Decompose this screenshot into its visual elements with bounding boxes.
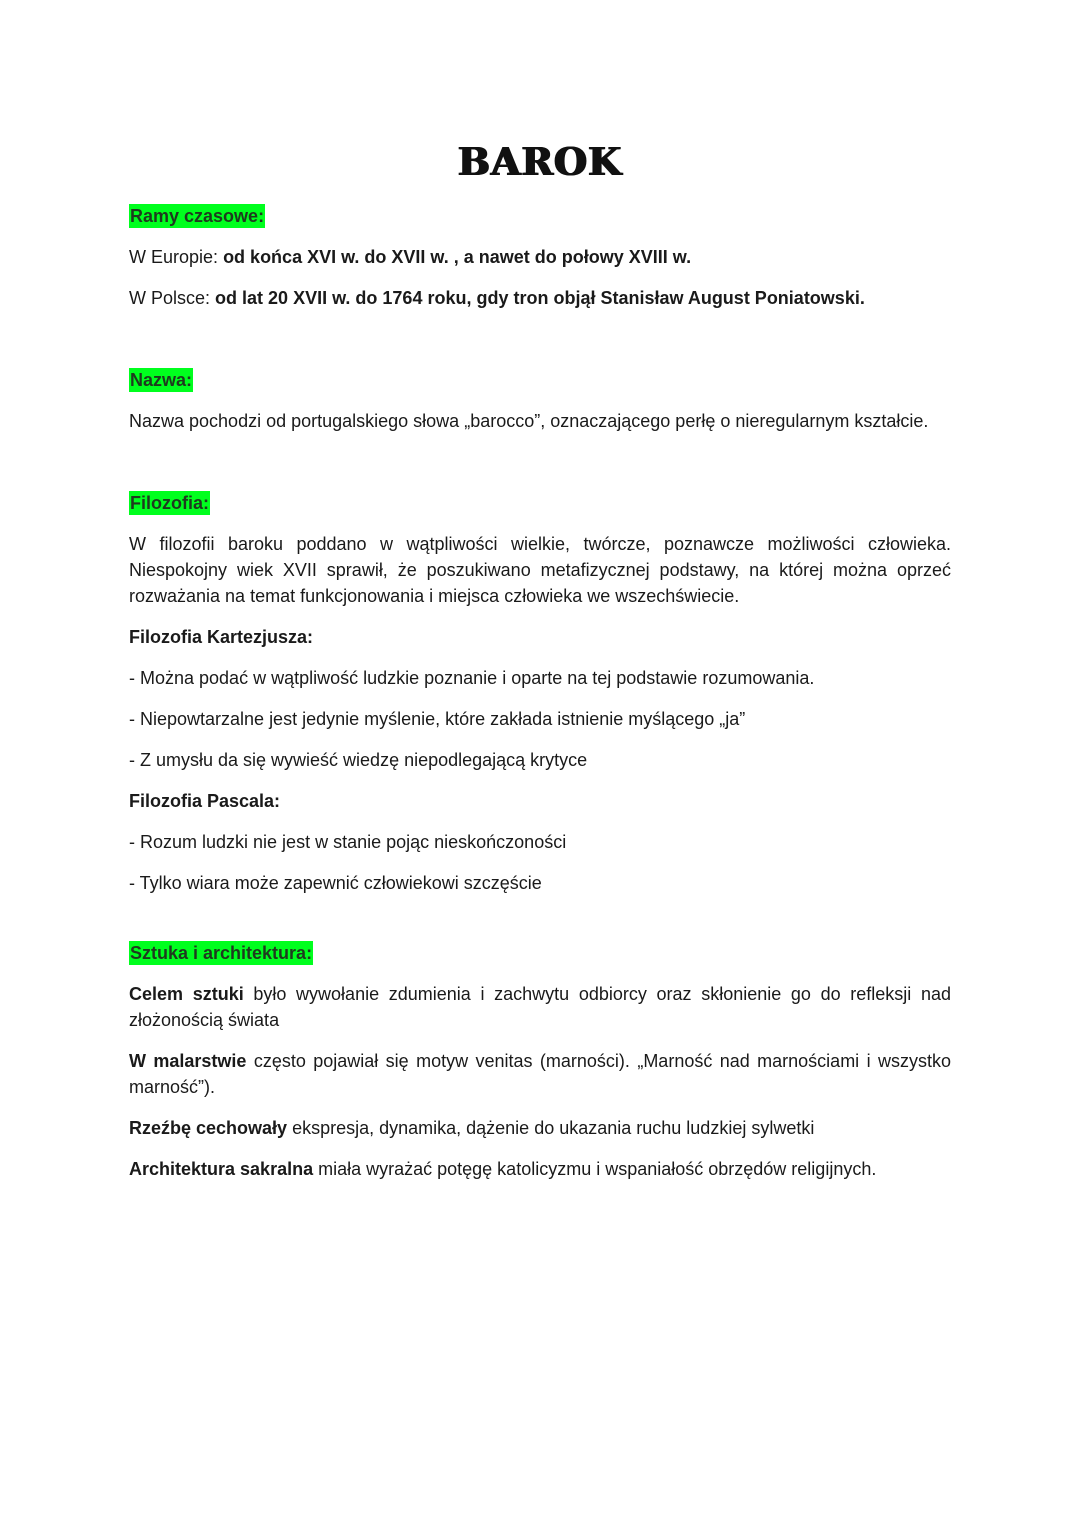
pascal-heading: Filozofia Pascala: — [129, 791, 281, 811]
poland-line — [129, 285, 951, 311]
section-sztuka — [129, 941, 951, 1182]
list-item: - Rozum ludzki nie jest w stanie pojąc nieskończoności — [129, 832, 567, 852]
poland-value: od lat 20 XVII w. do 1764 roku, gdy tron objął Stanisław August Poniatowski. — [215, 288, 865, 308]
nazwa-text: Nazwa pochodzi od portugalskiego słowa „barocco”, oznaczającego perłę o nieregularnym kształcie. — [129, 411, 929, 431]
europe-line — [129, 244, 951, 270]
section-ramy-czasowe — [129, 204, 951, 311]
sztuka-item-text: często pojawiał się motyw venitas (marności). „Marność nad marnościami i wszystko marność”). — [129, 1051, 951, 1097]
section-heading: Ramy czasowe: — [130, 206, 265, 226]
sztuka-item-lead: Celem sztuki — [129, 984, 244, 1004]
sztuka-item-text: ekspresja, dynamika, dążenie do ukazania ruchu ludzkiej sylwetki — [287, 1118, 815, 1138]
list-item: - Można podać w wątpliwość ludzkie poznanie i oparte na tej podstawie rozumowania. — [129, 668, 815, 688]
section-heading: Sztuka i architektura: — [130, 943, 313, 963]
sztuka-item-lead: W malarstwie — [129, 1051, 247, 1071]
spacer — [129, 326, 951, 368]
sztuka-item — [129, 981, 951, 1033]
kartezjusz-heading: Filozofia Kartezjusza: — [129, 627, 314, 647]
section-heading: Nazwa: — [130, 370, 193, 390]
list-item: - Tylko wiara może zapewnić człowiekowi szczęście — [129, 873, 542, 893]
section-heading: Filozofia: — [130, 493, 209, 513]
poland-label: W Polsce: — [129, 288, 211, 308]
document-page — [129, 138, 951, 1197]
sztuka-item-lead: Architektura sakralna — [129, 1159, 314, 1179]
spacer — [129, 449, 951, 491]
sztuka-item-text: miała wyrażać potęgę katolicyzmu i wspaniałość obrzędów religijnych. — [313, 1159, 877, 1179]
sztuka-item-lead: Rzeźbę cechowały — [129, 1118, 288, 1138]
sztuka-item — [129, 1048, 951, 1100]
filozofia-text: W filozofii baroku poddano w wątpliwości wielkie, twórcze, poznawcze możliwości człowieka. Niespokojny wiek XVII sprawił, że poszukiwano metafizycznej podstawy, na której można oprzeć rozważania na temat funkcjonowania i miejsca człowieka we wszechświecie. — [129, 534, 951, 606]
list-item: - Niepowtarzalne jest jedynie myślenie, które zakłada istnienie myślącego „ja” — [129, 709, 746, 729]
section-filozofia — [129, 491, 951, 896]
page-title: BAROK — [457, 139, 623, 184]
sztuka-item-text: było wywołanie zdumienia i zachwytu odbiorcy oraz skłonienie go do refleksji nad złożonością świata — [129, 984, 951, 1030]
section-nazwa — [129, 368, 951, 434]
europe-value: od końca XVI w. do XVII w. , a nawet do połowy XVIII w. — [223, 247, 692, 267]
spacer — [129, 911, 951, 941]
sztuka-item — [129, 1115, 951, 1141]
sztuka-item — [129, 1156, 951, 1182]
list-item: - Z umysłu da się wywieść wiedzę niepodlegającą krytyce — [129, 750, 588, 770]
europe-label: W Europie: — [129, 247, 219, 267]
